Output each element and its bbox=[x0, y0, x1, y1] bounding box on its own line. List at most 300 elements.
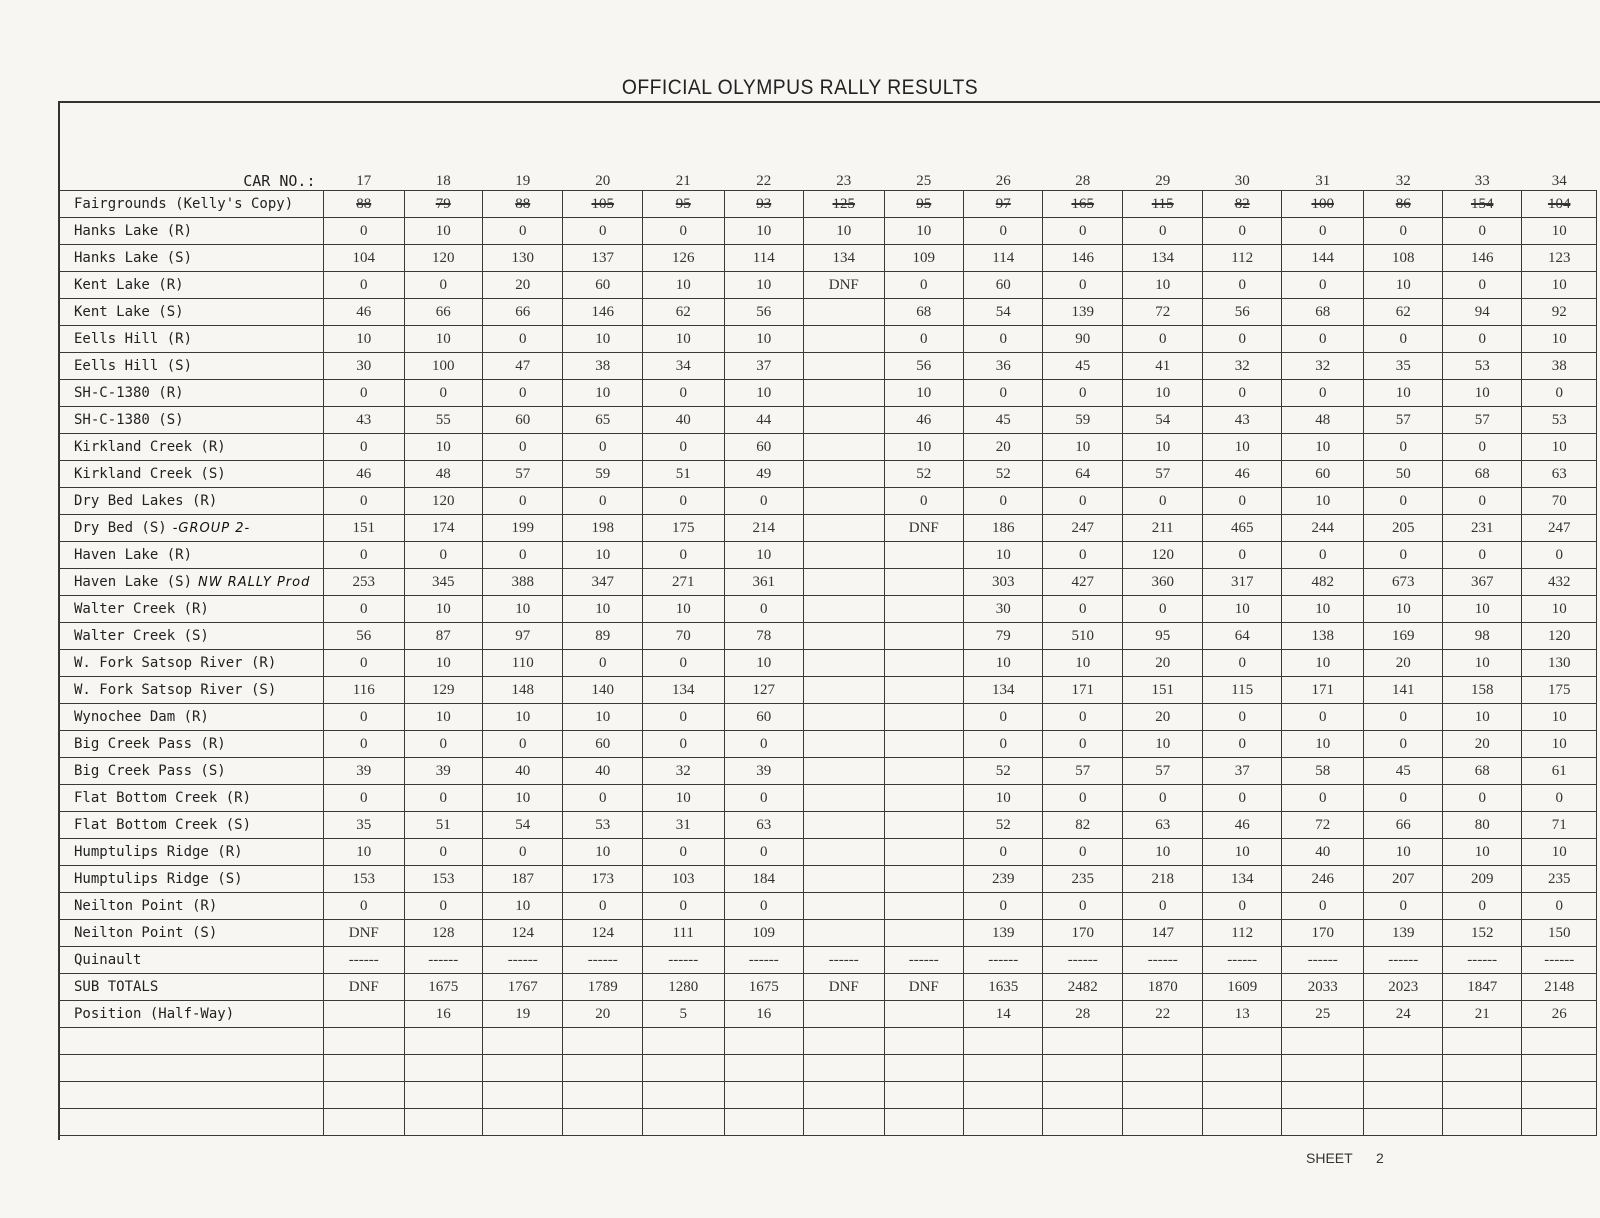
score-cell: 58 bbox=[1281, 758, 1364, 785]
score-cell: 53 bbox=[563, 812, 642, 839]
score-cell: 209 bbox=[1442, 866, 1521, 893]
score-cell: 153 bbox=[404, 866, 482, 893]
score-cell: 0 bbox=[1364, 731, 1442, 758]
frame-top-border bbox=[58, 101, 1600, 103]
score-cell: 94 bbox=[1442, 299, 1521, 326]
score-cell: 148 bbox=[482, 677, 563, 704]
score-cell: 10 bbox=[482, 893, 563, 920]
row-label bbox=[59, 1001, 324, 1028]
score-cell: 0 bbox=[884, 326, 963, 353]
score-cell: 10 bbox=[724, 218, 803, 245]
score-cell: 10 bbox=[803, 218, 884, 245]
score-cell: 125 bbox=[803, 191, 884, 218]
blank-cell bbox=[1281, 1082, 1364, 1109]
score-cell: ------ bbox=[1442, 947, 1521, 974]
score-cell: 56 bbox=[1203, 299, 1281, 326]
score-cell: 130 bbox=[482, 245, 563, 272]
row-label-text: Haven Lake (R) bbox=[74, 547, 193, 563]
row-label bbox=[59, 353, 324, 380]
score-cell: 56 bbox=[884, 353, 963, 380]
score-cell: 271 bbox=[642, 569, 724, 596]
score-cell: 0 bbox=[963, 893, 1042, 920]
blank-cell bbox=[1043, 1109, 1122, 1136]
blank-cell bbox=[1203, 1028, 1281, 1055]
score-cell: 0 bbox=[724, 596, 803, 623]
score-cell: 72 bbox=[1281, 812, 1364, 839]
score-cell: 97 bbox=[482, 623, 563, 650]
score-cell: 0 bbox=[323, 731, 404, 758]
blank-cell bbox=[563, 1028, 642, 1055]
score-cell: 10 bbox=[1522, 704, 1597, 731]
table-row bbox=[59, 245, 1597, 272]
score-cell: 0 bbox=[1442, 272, 1521, 299]
score-cell: 14 bbox=[963, 1001, 1042, 1028]
row-label-text: Flat Bottom Creek (S) bbox=[74, 817, 252, 833]
score-cell: 40 bbox=[1281, 839, 1364, 866]
score-cell: 10 bbox=[323, 326, 404, 353]
score-cell: 205 bbox=[1364, 515, 1442, 542]
score-cell: ------ bbox=[803, 947, 884, 974]
row-label bbox=[59, 299, 324, 326]
row-label bbox=[59, 407, 324, 434]
score-cell: 138 bbox=[1281, 623, 1364, 650]
row-label bbox=[59, 812, 324, 839]
score-cell: 0 bbox=[724, 839, 803, 866]
score-cell: 72 bbox=[1122, 299, 1203, 326]
blank-cell bbox=[563, 1082, 642, 1109]
score-cell: 70 bbox=[642, 623, 724, 650]
car-number-cell: 31 bbox=[1281, 164, 1364, 191]
blank-cell bbox=[642, 1109, 724, 1136]
blank-cell bbox=[1364, 1082, 1442, 1109]
row-label bbox=[59, 245, 324, 272]
score-cell: 60 bbox=[724, 434, 803, 461]
blank-cell bbox=[1442, 1028, 1521, 1055]
score-cell: 158 bbox=[1442, 677, 1521, 704]
score-cell bbox=[884, 920, 963, 947]
table-row bbox=[59, 515, 1597, 542]
score-cell: 170 bbox=[1281, 920, 1364, 947]
table-row bbox=[59, 191, 1597, 218]
score-cell: 0 bbox=[1043, 704, 1122, 731]
score-cell: 110 bbox=[482, 650, 563, 677]
score-cell: 93 bbox=[724, 191, 803, 218]
score-cell: 0 bbox=[404, 272, 482, 299]
score-cell: 171 bbox=[1043, 677, 1122, 704]
blank-row bbox=[59, 1082, 1597, 1109]
score-cell: 0 bbox=[323, 704, 404, 731]
blank-cell bbox=[563, 1055, 642, 1082]
score-cell: 0 bbox=[404, 839, 482, 866]
score-cell: 54 bbox=[482, 812, 563, 839]
score-cell bbox=[803, 704, 884, 731]
score-cell: 0 bbox=[1522, 893, 1597, 920]
score-cell bbox=[803, 380, 884, 407]
score-cell: ------ bbox=[323, 947, 404, 974]
score-cell: 10 bbox=[1364, 272, 1442, 299]
score-cell: 0 bbox=[1122, 488, 1203, 515]
score-cell bbox=[323, 1001, 404, 1028]
score-cell: 126 bbox=[642, 245, 724, 272]
score-cell: 214 bbox=[724, 515, 803, 542]
score-cell: 0 bbox=[1364, 434, 1442, 461]
score-cell: DNF bbox=[323, 920, 404, 947]
row-label bbox=[59, 542, 324, 569]
score-cell: 0 bbox=[563, 218, 642, 245]
blank-row bbox=[59, 1055, 1597, 1082]
score-cell bbox=[884, 866, 963, 893]
score-cell: 86 bbox=[1364, 191, 1442, 218]
score-cell: 1847 bbox=[1442, 974, 1521, 1001]
car-number-cell: 18 bbox=[404, 164, 482, 191]
score-cell: ------ bbox=[563, 947, 642, 974]
score-cell: 10 bbox=[1122, 272, 1203, 299]
score-cell: 68 bbox=[1442, 758, 1521, 785]
score-cell: 120 bbox=[1522, 623, 1597, 650]
score-cell: 10 bbox=[563, 380, 642, 407]
score-cell: 0 bbox=[404, 542, 482, 569]
score-cell: 247 bbox=[1043, 515, 1122, 542]
score-cell: 0 bbox=[1203, 893, 1281, 920]
score-cell: 48 bbox=[1281, 407, 1364, 434]
row-label bbox=[59, 677, 324, 704]
score-cell: 10 bbox=[323, 839, 404, 866]
score-cell: 10 bbox=[404, 326, 482, 353]
blank-cell bbox=[1442, 1055, 1521, 1082]
row-label-text: Kirkland Creek (R) bbox=[74, 439, 226, 455]
score-cell: ------ bbox=[1203, 947, 1281, 974]
row-label-text: Kent Lake (R) bbox=[74, 277, 184, 293]
score-cell: 65 bbox=[563, 407, 642, 434]
score-cell bbox=[803, 893, 884, 920]
score-cell: 0 bbox=[1203, 488, 1281, 515]
score-cell: 0 bbox=[1043, 731, 1122, 758]
score-cell: 0 bbox=[1281, 704, 1364, 731]
blank-cell bbox=[1364, 1055, 1442, 1082]
score-cell: 0 bbox=[1203, 380, 1281, 407]
score-cell: 39 bbox=[724, 758, 803, 785]
score-cell: 0 bbox=[1364, 893, 1442, 920]
score-cell: 0 bbox=[1281, 218, 1364, 245]
score-cell: 10 bbox=[1281, 488, 1364, 515]
score-cell: 0 bbox=[323, 893, 404, 920]
score-cell: 153 bbox=[323, 866, 404, 893]
row-label-text: Kirkland Creek (S) bbox=[74, 466, 226, 482]
score-cell: ------ bbox=[1043, 947, 1122, 974]
score-cell bbox=[884, 785, 963, 812]
score-cell: 139 bbox=[1043, 299, 1122, 326]
score-cell bbox=[884, 677, 963, 704]
score-cell: 46 bbox=[1203, 812, 1281, 839]
score-cell: 10 bbox=[563, 542, 642, 569]
score-cell: 10 bbox=[884, 434, 963, 461]
blank-cell bbox=[1281, 1109, 1364, 1136]
score-cell bbox=[803, 299, 884, 326]
table-row bbox=[59, 272, 1597, 299]
score-cell: 0 bbox=[563, 488, 642, 515]
score-cell: 0 bbox=[1122, 596, 1203, 623]
score-cell bbox=[803, 461, 884, 488]
score-cell: 46 bbox=[323, 461, 404, 488]
score-cell: 0 bbox=[323, 380, 404, 407]
score-cell: 36 bbox=[963, 353, 1042, 380]
row-label bbox=[59, 461, 324, 488]
score-cell: 124 bbox=[563, 920, 642, 947]
car-number-header-row bbox=[59, 164, 1597, 191]
score-cell: 239 bbox=[963, 866, 1042, 893]
score-cell: 103 bbox=[642, 866, 724, 893]
score-cell: 146 bbox=[1043, 245, 1122, 272]
score-cell: 10 bbox=[1281, 650, 1364, 677]
score-cell bbox=[803, 569, 884, 596]
score-cell: 0 bbox=[1203, 731, 1281, 758]
score-cell: 32 bbox=[1203, 353, 1281, 380]
car-number-header-label: CAR NO.: bbox=[59, 164, 324, 191]
row-label-text: Flat Bottom Creek (R) bbox=[74, 790, 252, 806]
blank-cell bbox=[803, 1109, 884, 1136]
score-cell: 54 bbox=[963, 299, 1042, 326]
score-cell: ------ bbox=[404, 947, 482, 974]
table-row bbox=[59, 758, 1597, 785]
score-cell: 510 bbox=[1043, 623, 1122, 650]
score-cell: 235 bbox=[1522, 866, 1597, 893]
score-cell: 114 bbox=[963, 245, 1042, 272]
blank-cell bbox=[1122, 1028, 1203, 1055]
blank-cell bbox=[963, 1055, 1042, 1082]
score-cell: 51 bbox=[404, 812, 482, 839]
score-cell: 0 bbox=[642, 893, 724, 920]
score-cell: 0 bbox=[963, 326, 1042, 353]
score-cell: 10 bbox=[482, 704, 563, 731]
score-cell: 0 bbox=[1442, 785, 1521, 812]
score-cell: 79 bbox=[963, 623, 1042, 650]
score-cell: 0 bbox=[1281, 893, 1364, 920]
row-label-text: Dry Bed (S) bbox=[74, 520, 167, 536]
score-cell: 134 bbox=[963, 677, 1042, 704]
table-row bbox=[59, 623, 1597, 650]
score-cell: 28 bbox=[1043, 1001, 1122, 1028]
score-cell: 128 bbox=[404, 920, 482, 947]
score-cell bbox=[884, 893, 963, 920]
score-cell: 10 bbox=[1043, 434, 1122, 461]
score-cell: 10 bbox=[1122, 839, 1203, 866]
score-cell: DNF bbox=[884, 515, 963, 542]
score-cell: 39 bbox=[404, 758, 482, 785]
row-label bbox=[59, 380, 324, 407]
score-cell: 10 bbox=[724, 380, 803, 407]
score-cell: 482 bbox=[1281, 569, 1364, 596]
score-cell: 10 bbox=[1522, 596, 1597, 623]
score-cell: 345 bbox=[404, 569, 482, 596]
score-cell: 0 bbox=[963, 380, 1042, 407]
score-cell: 0 bbox=[323, 596, 404, 623]
score-cell: 0 bbox=[482, 839, 563, 866]
row-label bbox=[59, 569, 324, 596]
car-number-cell: 22 bbox=[724, 164, 803, 191]
score-cell: 253 bbox=[323, 569, 404, 596]
score-cell: 50 bbox=[1364, 461, 1442, 488]
score-cell: ------ bbox=[884, 947, 963, 974]
score-cell bbox=[803, 758, 884, 785]
row-label bbox=[59, 920, 324, 947]
score-cell: 10 bbox=[1122, 380, 1203, 407]
score-cell: 100 bbox=[404, 353, 482, 380]
sheet-number: 2 bbox=[1376, 1150, 1384, 1166]
score-cell: 10 bbox=[642, 326, 724, 353]
score-cell: 303 bbox=[963, 569, 1042, 596]
score-cell: 54 bbox=[1122, 407, 1203, 434]
row-label bbox=[59, 191, 324, 218]
handwritten-note: NW RALLY Prod bbox=[198, 575, 311, 590]
score-cell: 10 bbox=[1203, 434, 1281, 461]
blank-cell bbox=[1281, 1028, 1364, 1055]
score-cell: 114 bbox=[724, 245, 803, 272]
score-cell: 80 bbox=[1442, 812, 1521, 839]
score-cell bbox=[803, 596, 884, 623]
score-cell: 0 bbox=[1203, 650, 1281, 677]
score-cell: 62 bbox=[642, 299, 724, 326]
score-cell: 20 bbox=[1442, 731, 1521, 758]
blank-cell bbox=[323, 1082, 404, 1109]
score-cell: ------ bbox=[482, 947, 563, 974]
blank-cell bbox=[1522, 1109, 1597, 1136]
score-cell: 20 bbox=[1122, 704, 1203, 731]
score-cell: 10 bbox=[642, 272, 724, 299]
score-cell: 0 bbox=[963, 488, 1042, 515]
score-cell: 100 bbox=[1281, 191, 1364, 218]
score-cell: 0 bbox=[1203, 326, 1281, 353]
score-cell: 66 bbox=[404, 299, 482, 326]
row-label-text: Big Creek Pass (S) bbox=[74, 763, 226, 779]
score-cell: 0 bbox=[1043, 218, 1122, 245]
row-label-text: Eells Hill (R) bbox=[74, 331, 193, 347]
score-cell: 10 bbox=[563, 839, 642, 866]
score-cell: 0 bbox=[642, 650, 724, 677]
score-cell: DNF bbox=[323, 974, 404, 1001]
score-cell bbox=[884, 1001, 963, 1028]
score-cell: ------ bbox=[963, 947, 1042, 974]
score-cell: 45 bbox=[1364, 758, 1442, 785]
score-cell: 171 bbox=[1281, 677, 1364, 704]
score-cell: 1635 bbox=[963, 974, 1042, 1001]
score-cell: 317 bbox=[1203, 569, 1281, 596]
score-cell: 198 bbox=[563, 515, 642, 542]
score-cell: 46 bbox=[323, 299, 404, 326]
score-cell: 246 bbox=[1281, 866, 1364, 893]
score-cell: 0 bbox=[1281, 272, 1364, 299]
car-number-cell: 25 bbox=[884, 164, 963, 191]
score-cell: 60 bbox=[963, 272, 1042, 299]
score-cell: 10 bbox=[724, 650, 803, 677]
score-cell: 53 bbox=[1522, 407, 1597, 434]
score-cell: 0 bbox=[724, 785, 803, 812]
score-cell: 199 bbox=[482, 515, 563, 542]
score-cell: 0 bbox=[482, 434, 563, 461]
score-cell bbox=[803, 488, 884, 515]
score-cell bbox=[803, 434, 884, 461]
score-cell: 115 bbox=[1203, 677, 1281, 704]
score-cell bbox=[803, 542, 884, 569]
car-number-cell: 17 bbox=[323, 164, 404, 191]
score-cell: 0 bbox=[642, 542, 724, 569]
score-cell: 360 bbox=[1122, 569, 1203, 596]
score-cell bbox=[803, 623, 884, 650]
score-cell bbox=[803, 1001, 884, 1028]
score-cell: 35 bbox=[323, 812, 404, 839]
score-cell: 62 bbox=[1364, 299, 1442, 326]
row-label bbox=[59, 434, 324, 461]
score-cell: 0 bbox=[1043, 893, 1122, 920]
score-cell: 40 bbox=[563, 758, 642, 785]
score-cell: 10 bbox=[1522, 218, 1597, 245]
score-cell: 0 bbox=[724, 731, 803, 758]
row-label-text: W. Fork Satsop River (S) bbox=[74, 682, 277, 698]
row-label bbox=[59, 947, 324, 974]
blank-cell bbox=[404, 1028, 482, 1055]
table-row bbox=[59, 920, 1597, 947]
table-row bbox=[59, 974, 1597, 1001]
score-cell: 0 bbox=[482, 380, 563, 407]
score-cell: 46 bbox=[884, 407, 963, 434]
score-cell: 10 bbox=[1442, 596, 1521, 623]
blank-cell bbox=[1043, 1028, 1122, 1055]
score-cell: 57 bbox=[1364, 407, 1442, 434]
score-cell: 0 bbox=[323, 542, 404, 569]
blank-cell bbox=[724, 1028, 803, 1055]
score-cell: ------ bbox=[1281, 947, 1364, 974]
score-cell: 10 bbox=[1442, 704, 1521, 731]
score-cell: 151 bbox=[323, 515, 404, 542]
score-cell: 43 bbox=[1203, 407, 1281, 434]
score-cell: 146 bbox=[563, 299, 642, 326]
score-cell bbox=[884, 704, 963, 731]
score-cell: 0 bbox=[1043, 542, 1122, 569]
score-cell: 40 bbox=[642, 407, 724, 434]
score-cell: 0 bbox=[884, 488, 963, 515]
score-cell bbox=[884, 650, 963, 677]
score-cell: 115 bbox=[1122, 191, 1203, 218]
score-cell: 10 bbox=[1043, 650, 1122, 677]
score-cell: 0 bbox=[1122, 785, 1203, 812]
car-number-cell: 20 bbox=[563, 164, 642, 191]
row-label-text: Neilton Point (R) bbox=[74, 898, 218, 914]
score-cell: 120 bbox=[1122, 542, 1203, 569]
score-cell: 0 bbox=[642, 704, 724, 731]
results-table-body bbox=[59, 164, 1597, 1136]
score-cell: 0 bbox=[482, 542, 563, 569]
score-cell: 175 bbox=[642, 515, 724, 542]
score-cell bbox=[884, 623, 963, 650]
score-cell: 0 bbox=[323, 434, 404, 461]
score-cell: 20 bbox=[1364, 650, 1442, 677]
blank-cell bbox=[323, 1028, 404, 1055]
blank-cell bbox=[963, 1028, 1042, 1055]
score-cell: 104 bbox=[1522, 191, 1597, 218]
score-cell: 10 bbox=[1522, 731, 1597, 758]
score-cell: 10 bbox=[1203, 596, 1281, 623]
table-row bbox=[59, 893, 1597, 920]
score-cell: 0 bbox=[563, 785, 642, 812]
score-cell: 139 bbox=[1364, 920, 1442, 947]
row-label bbox=[59, 731, 324, 758]
score-cell: 63 bbox=[1122, 812, 1203, 839]
score-cell: 0 bbox=[323, 650, 404, 677]
score-cell: 10 bbox=[404, 218, 482, 245]
row-label-text: Eells Hill (S) bbox=[74, 358, 193, 374]
row-label bbox=[59, 488, 324, 515]
score-cell: 109 bbox=[884, 245, 963, 272]
blank-row bbox=[59, 1109, 1597, 1136]
